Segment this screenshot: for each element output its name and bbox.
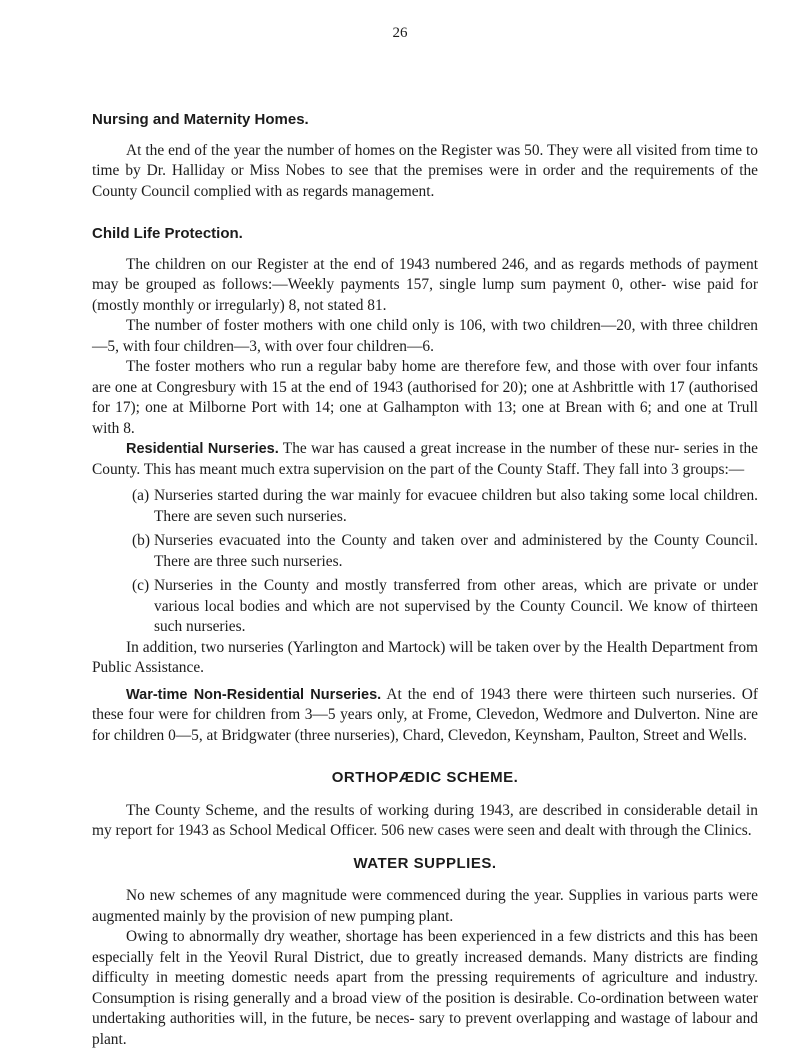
paragraph: The number of foster mothers with one child only is 106, with two children—20, with three children—5, with four children—3, with over four children—6. [92, 317, 758, 355]
heading-war-time-nurseries: War-time Non-Residential Nurseries. [126, 686, 382, 703]
list-item-text: Nurseries evacuated into the County and taken over and administered by the County Council. There are three such nurseries. [154, 532, 758, 570]
heading-residential-nurseries: Residential Nurseries. [126, 441, 279, 457]
paragraph: At the end of the year the number of homes on the Register was 50. They were all visited from time to time by Dr. Halliday or Miss Nobes to see that the premises were in order and the requirements of the County Council complied with as regards management. [92, 141, 758, 200]
paragraph: No new schemes of any magnitude were commenced during the year. Supplies in various parts were augmented mainly by the provision of new pumping plant. [92, 887, 758, 925]
section-war-time-nurseries [92, 685, 758, 747]
page-number: 26 [392, 25, 408, 41]
paragraph-text: The war has caused a great increase in the number of these nur- series in the County. This has meant much extra supervision on the part of the County Staff. They fall into 3 groups:— [92, 440, 758, 478]
section-orthopaedic-scheme [92, 768, 758, 842]
paragraph-text: At the end of 1943 there were thirteen such nurseries. Of these four were for children from 3—5 years only, at Frome, Clevedon, Wedmore and Dulverton. Nine are for children 0—5, at Bridgwater (three nurseries), Chard, Clevedon, Keynsham, Paulton, Street and Wells. [92, 685, 758, 744]
heading-orthopaedic-scheme: ORTHOPÆDIC SCHEME. [331, 769, 519, 786]
heading-water-supplies: WATER SUPPLIES. [353, 854, 497, 872]
list-item-label: (b) [132, 532, 150, 549]
section-child-life [92, 224, 758, 439]
heading-nursing-homes: Nursing and Maternity Homes. [92, 111, 309, 128]
list-item-label: (a) [132, 487, 150, 504]
page-content [92, 110, 758, 1050]
heading-child-life: Child Life Protection. [92, 225, 243, 242]
paragraph: In addition, two nurseries (Yarlington and Martock) will be taken over by the Health Department from Public Assistance. [92, 638, 758, 676]
paragraph [92, 439, 758, 480]
list-item [132, 531, 758, 572]
nursery-groups-list [92, 486, 758, 638]
section-residential-nurseries [92, 439, 758, 679]
paragraph: The County Scheme, and the results of working during 1943, are described in considerable detail in my report for 1943 as School Medical Officer. 506 new cases were seen and dealt with through the Clinics. [92, 801, 758, 839]
list-item [132, 576, 758, 638]
list-item-text: Nurseries started during the war mainly for evacuee children but also taking some local children. There are seven such nurseries. [154, 487, 758, 525]
paragraph: The children on our Register at the end of 1943 numbered 246, and as regards methods of payment may be grouped as follows:—Weekly payments 157, single lump sum payment 0, other- wise paid for (mostly monthly or irregularly) 8, not stated 81. [92, 255, 758, 314]
section-nursing-homes [92, 110, 758, 202]
paragraph: The foster mothers who run a regular baby home are therefore few, and those with over four infants are one at Congresbury with 15 at the end of 1943 (authorised for 20); one at Ashbrittle with 17 (authorised for 17); one at Milborne Port with 14; one at Galhampton with 13; one at Brean with 6; and one at Trull with 8. [92, 358, 758, 437]
list-item-text: Nurseries in the County and mostly transferred from other areas, which are private or under various local bodies and which are not supervised by the County Council. We know of thirteen such nurseries. [154, 577, 758, 635]
paragraph [92, 685, 758, 747]
paragraph: Owing to abnormally dry weather, shortage has been experienced in a few districts and this has been especially felt in the Yeovil Rural District, due to greatly increased demands. Many districts are finding difficulty in meeting domestic needs apart from the pressing requirements of agriculture and industry. Consumption is rising generally and a broad view of the position is desirable. Co-ordination between water undertaking authorities will, in the future, be neces- sary to prevent overlapping and wastage of labour and plant. [92, 928, 758, 1048]
section-water-supplies [92, 854, 758, 1051]
list-item [132, 486, 758, 527]
list-item-label: (c) [132, 577, 150, 594]
